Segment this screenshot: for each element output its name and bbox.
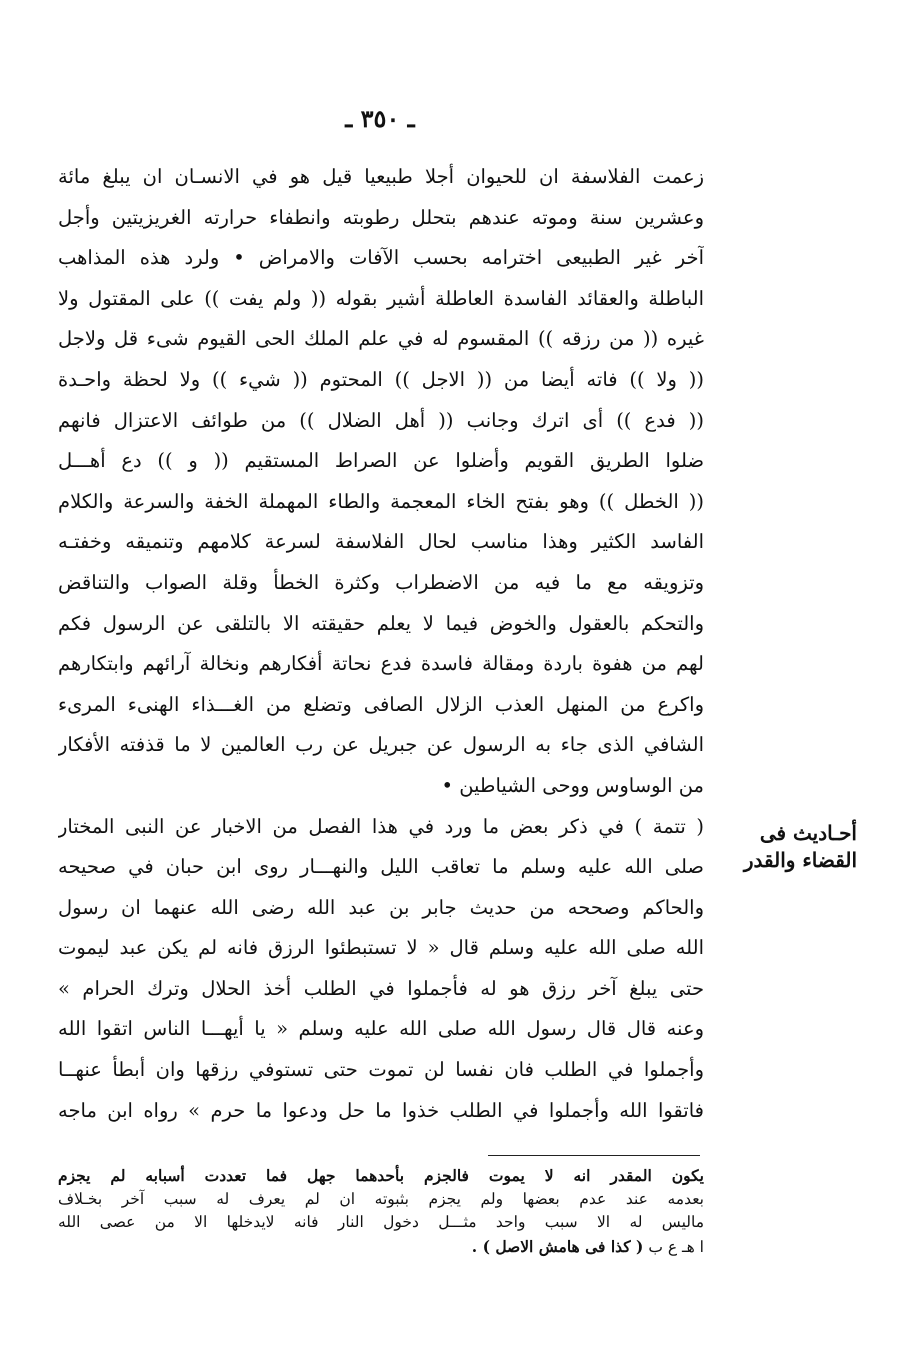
text-line: وتزويقه مع ما فيه من الاضطراب وكثرة الخطأ وقلة الصواب والتناقض: [58, 570, 704, 594]
footnote-margin-note: ( كذا فى هامش الاصل ) .: [471, 1236, 644, 1256]
footnote-line: يكون المقدر انه لا يموت فالجزم بأحدهما جهل فما تعددت أسبابه لم يجزم: [58, 1166, 704, 1185]
text-line: الفاسد الكثير وهذا مناسب لحال الفلاسفة لسرعة كلامهم وتنميقه وخفتـه: [58, 530, 704, 554]
footnote-source: ا هـ ع ب: [648, 1237, 704, 1256]
text-line: فاتقوا الله وأجملوا في الطلب خذوا ما حل ودعوا ما حرم » رواه ابن ماجه: [58, 1098, 704, 1122]
text-line: حتى يبلغ آخر رزق هو له فأجملوا في الطلب أخذ الحلال وترك الحرام »: [58, 976, 704, 1000]
text-line: وأجملوا في الطلب فان نفسا لن تموت حتى تستوفي رزقها وان أبطأ عنهــا: [58, 1058, 704, 1082]
text-line: والحاكم وصححه من حديث جابر بن عبد الله رضى الله عنهما ان رسول: [58, 895, 704, 919]
text-line: (( ولا )) فاته أيضا من (( الاجل )) المحتوم (( شيء )) ولا لحظة واحـدة: [58, 367, 704, 391]
footnote-line: ماليس له الا سبب واحد مثـــل دخول النار فانه لايدخلها الا من عصى الله: [58, 1213, 704, 1231]
footnote-separator: [488, 1155, 700, 1156]
text-line: صلى الله عليه وسلم ما تعاقب الليل والنهـــار روى ابن حبان في صحيحه: [58, 855, 704, 879]
text-line: (( الخطل )) وهو بفتح الخاء المعجمة والطاء المهملة الخفة والسرعة والكلام: [58, 489, 704, 513]
text-line: غيره (( من رزقه )) المقسوم له في علم الملك الحى القيوم شىء قل ولاجل: [58, 327, 704, 351]
page-number: ـ ٣٥٠ ـ: [345, 104, 415, 133]
text-line: وعنه قال قال رسول الله صلى الله عليه وسلم « يا أيهـــا الناس اتقوا الله: [58, 1017, 704, 1041]
text-line: الله صلى الله عليه وسلم قال « لا تستبطئوا الرزق فانه لم يكن عبد ليموت: [58, 936, 704, 960]
text-line: واكرع من المنهل العذب الزلال الصافى وتضلع من الغـــذاء الهنىء المرىء: [58, 692, 704, 716]
margin-heading-line: القضاء والقدر: [743, 848, 857, 872]
margin-heading-line: أحـاديث فى: [759, 821, 857, 845]
text-line: ( تتمة ) في ذكر بعض ما ورد في هذا الفصل من الاخبار عن النبى المختار: [58, 814, 704, 838]
footnote-block: [58, 1164, 704, 1258]
footnote-line: [58, 1235, 704, 1259]
text-line: الباطلة والعقائد الفاسدة العاطلة أشير بقوله (( ولم يفت )) على المقتول ولا: [58, 286, 704, 310]
text-line: ضلوا الطريق القويم وأضلوا عن الصراط المستقيم (( و )) دع أهـــل: [58, 449, 704, 473]
text-line: لهم من هفوة باردة ومقالة فاسدة فدع نحاتة أفكارهم ونخالة آرائهم وابتكارهم: [58, 652, 704, 676]
main-text-block: [58, 157, 704, 1131]
footnote-line: بعدمه عند عدم بعضها ولم يجزم بثبوته ان لم يعرف له سبب آخر بخـلاف: [58, 1189, 704, 1208]
text-line: زعمت الفلاسفة ان للحيوان أجلا طبيعيا قيل هو في الانسـان ان يبلغ مائة: [58, 165, 704, 188]
text-line: من الوساوس ووحى الشياطين •: [441, 773, 704, 797]
text-line: وعشرين سنة وموته عندهم بتحلل رطوبته وانطفاء حرارته الغريزيتين وأجل: [58, 205, 704, 229]
margin-heading: [727, 820, 857, 874]
text-line: (( فدع )) أى اترك وجانب (( أهل الضلال )) من طوائف الاعتزال فانهم: [58, 408, 704, 432]
text-line: الشافي الذى جاء به الرسول عن جبريل عن رب العالمين لا ما قذفته الأفكار: [58, 733, 704, 757]
text-line: والتحكم بالعقول والخوض فيما لا يعلم حقيقته الا بالتلقى عن الرسول فكم: [58, 611, 704, 635]
text-line: آخر غير الطبيعى اخترامه بحسب الآفات والامراض • ولرد هذه المذاهب: [58, 246, 704, 270]
